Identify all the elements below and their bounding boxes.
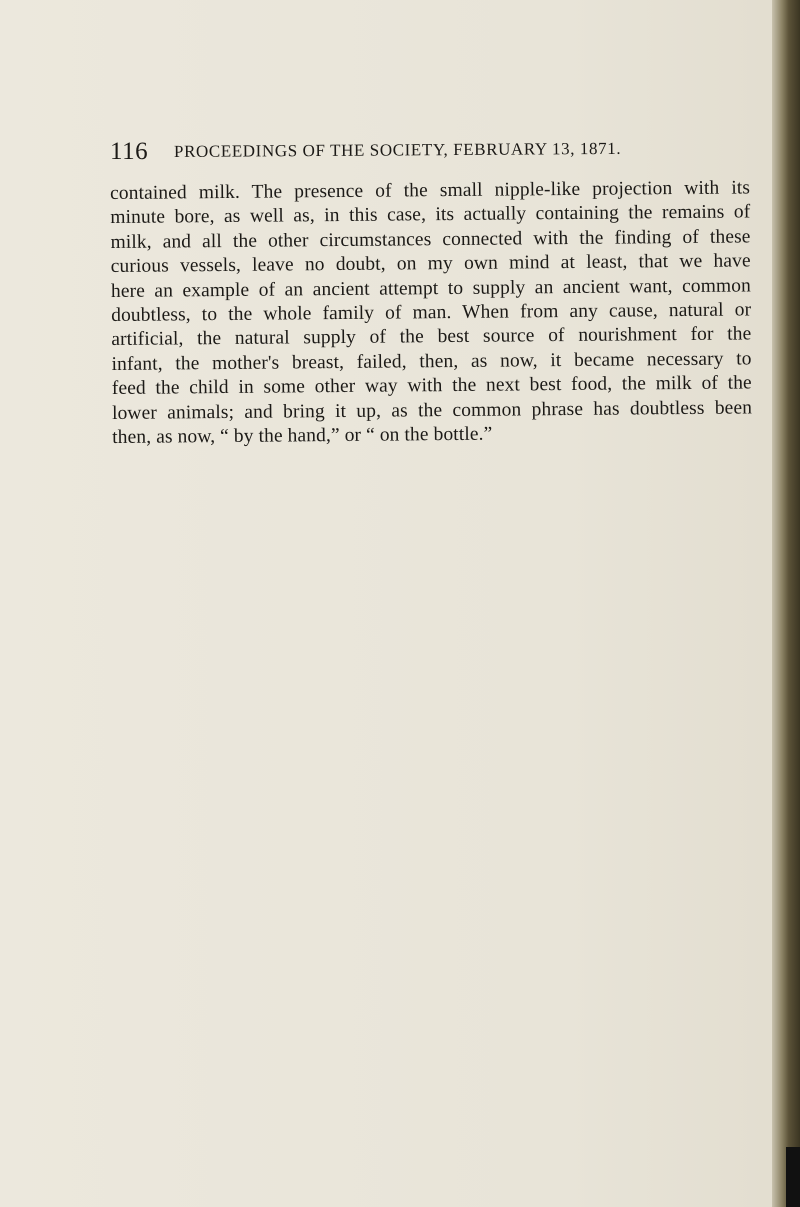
text-line: curious vessels, leave no doubt, on my own mind at least, that we have	[110, 250, 751, 278]
text-line: doubtless, to the whole family of man. When from any cause, natural or	[111, 299, 752, 327]
text-line: milk, and all the other circumstances connected with the finding of these	[110, 226, 751, 253]
running-head: PROCEEDINGS OF THE SOCIETY, FEBRUARY 13, 1871.	[173, 138, 622, 161]
page-number: 116	[110, 138, 149, 165]
text-line: artificial, the natural supply of the best source of nourishment for the	[111, 323, 752, 351]
text-line: lower animals; and bring it up, as the common phrase has doubtless been	[111, 397, 753, 424]
text-line: infant, the mother's breast, failed, then, as now, it became necessary to	[111, 348, 752, 375]
text-line: here an example of an ancient attempt to supply an ancient want, common	[110, 275, 752, 302]
text-line: feed the child in some other way with the next best food, the milk of the	[111, 372, 752, 400]
body-paragraph	[110, 176, 752, 450]
text-line: minute bore, as well as, in this case, its actually containing the remains of	[110, 201, 751, 229]
book-binding-edge	[772, 0, 800, 1207]
text-line: contained milk. The presence of the small nipple-like projection with its	[110, 177, 751, 204]
page-header	[110, 138, 750, 168]
text-line-last: then, as now, “ by the hand,” or “ on the bottle.”	[112, 423, 493, 449]
